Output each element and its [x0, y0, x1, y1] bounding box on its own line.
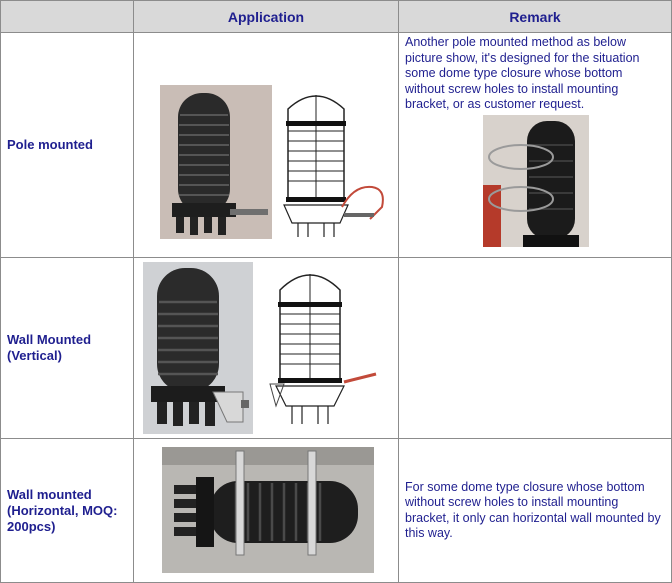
row-label-wall-horizontal: Wall mounted (Horizontal, MOQ: 200pcs) — [1, 439, 134, 583]
closure-photo-wall-vertical — [143, 262, 253, 434]
table-row — [1, 439, 672, 583]
header-application: Application — [134, 1, 399, 33]
strap-mount-photo — [483, 115, 589, 247]
application-cell-wall-vertical — [134, 258, 399, 439]
header-row — [1, 1, 672, 33]
table-row — [1, 33, 672, 258]
header-empty — [1, 1, 134, 33]
remark-text-pole-mounted: Another pole mounted method as below picture show, it's designed for the situation some dome type closure whose bottom without screw holes to install mounting bracket, or as customer request. — [405, 35, 640, 111]
row-label-pole-mounted: Pole mounted — [1, 33, 134, 258]
table-row — [1, 258, 672, 439]
row-label-wall-vertical: Wall Mounted (Vertical) — [1, 258, 134, 439]
remark-cell-pole-mounted — [399, 33, 672, 258]
closure-photo-wall-horizontal — [162, 447, 374, 573]
application-cell-pole-mounted — [134, 33, 399, 258]
closure-drawing-wall-vertical — [268, 266, 386, 430]
remark-text-wall-horizontal: For some dome type closure whose bottom without screw holes to install mounting bracket, it only can horizontal wall mounted by this way. — [405, 479, 661, 540]
remark-cell-wall-vertical — [399, 258, 672, 439]
closure-drawing-pole — [282, 89, 392, 239]
application-cell-wall-horizontal — [134, 439, 399, 583]
header-remark: Remark — [399, 1, 672, 33]
remark-cell-wall-horizontal — [399, 439, 672, 583]
closure-photo-pole — [160, 85, 272, 239]
